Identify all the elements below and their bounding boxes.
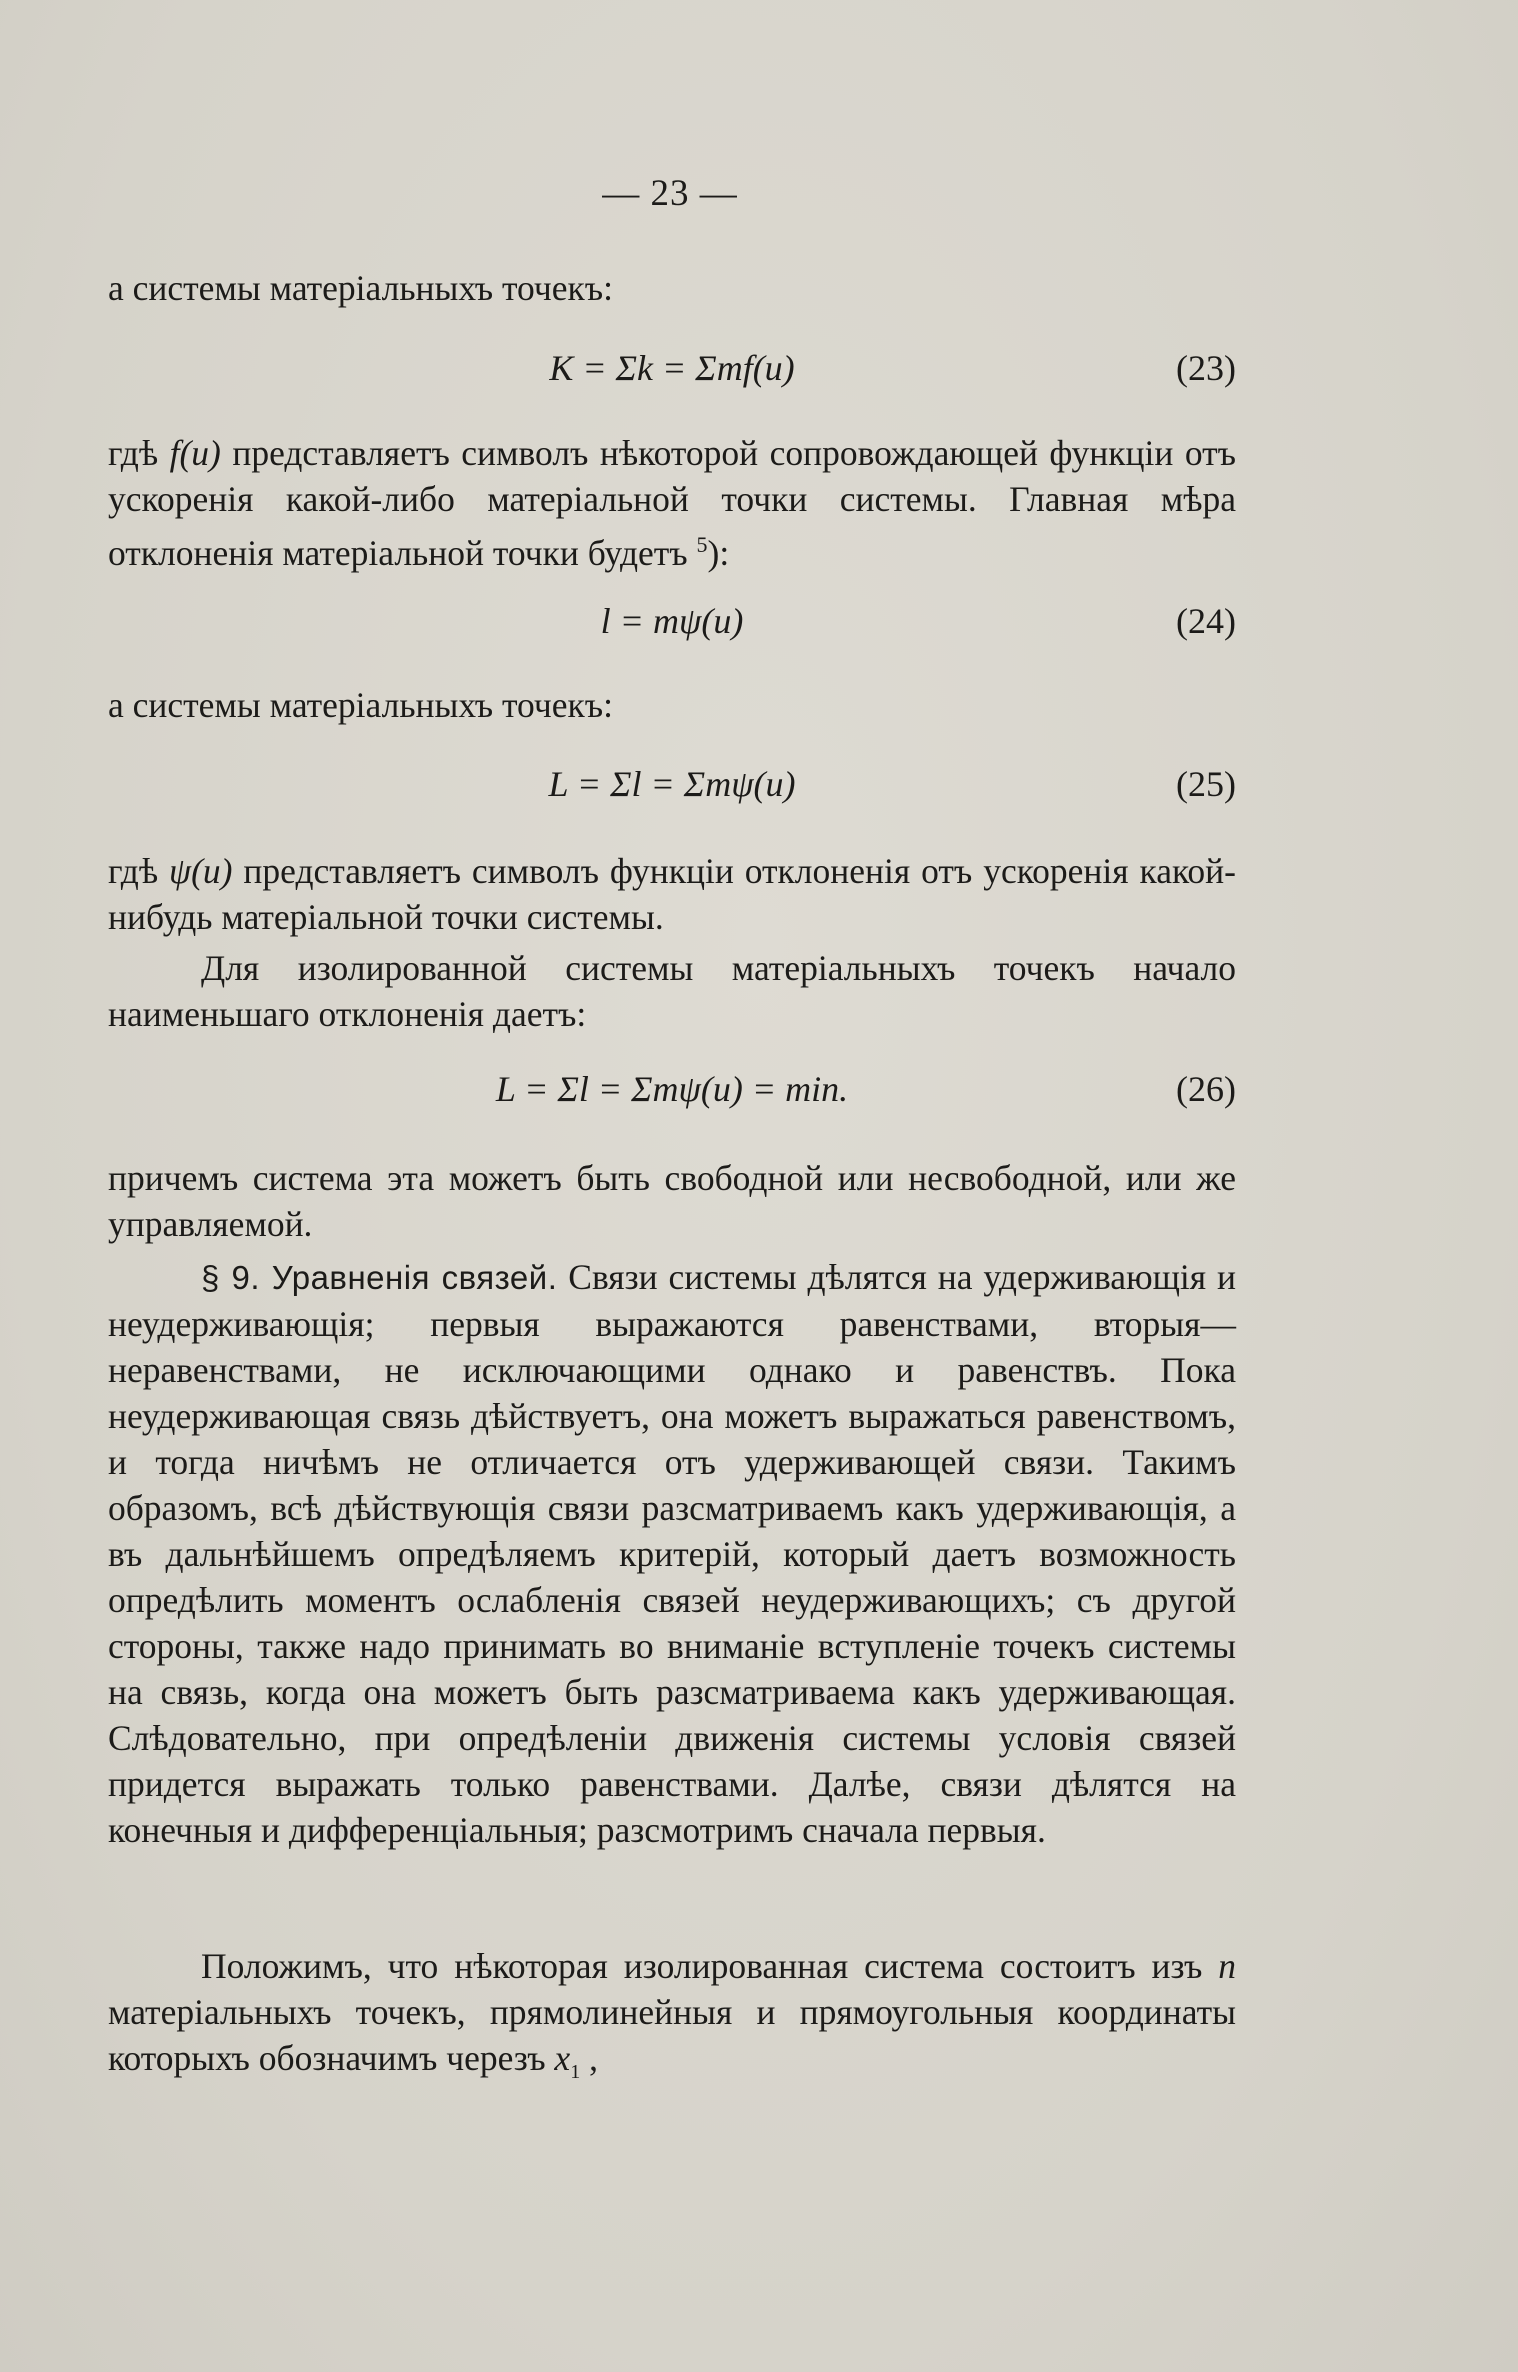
equation-23 [108, 347, 1236, 397]
paragraph-2-text: гдѣ f(u) представляетъ символъ нѣкоторой сопровождающей функціи отъ ускоренія какой-либо матеріальной точки системы. Главная мѣра отклоненія матеріальной точки будетъ $^5$): [108, 433, 1236, 573]
equation-24 [108, 600, 1236, 650]
paragraph-1 [108, 265, 1236, 311]
equation-25-formula: L = Σl = Σmψ(u) [548, 764, 796, 804]
function-psi-u: ψ(u) [169, 851, 233, 891]
equation-25 [108, 763, 1236, 813]
paragraph-8 [108, 1943, 1236, 2095]
paragraph-6 [108, 1155, 1236, 1247]
footnote-marker: 5 [696, 532, 708, 557]
paragraph-8-text: Положимъ, что нѣкоторая изолированная система состоитъ изъ n матеріальныхъ точекъ, прямолинейныя и прямоугольныя координаты которыхъ обозначимъ черезъ $x_1$ , [108, 1946, 1236, 2084]
section-9-heading: § 9. Уравненія связей. [201, 1259, 558, 1296]
paragraph-4-text: гдѣ ψ(u) представляетъ символъ функціи отклоненія отъ ускоренія какой-нибудь матеріальной точки системы. [108, 851, 1236, 937]
equation-23-formula: K = Σk = Σmf(u) [549, 348, 795, 388]
paragraph-3-text: а системы матеріальныхъ точекъ: [108, 685, 613, 725]
paragraph-2 [108, 430, 1236, 576]
paragraph-3 [108, 682, 1236, 728]
paragraph-4 [108, 848, 1236, 940]
equation-26-number: (26) [1176, 1069, 1236, 1109]
variable-x: x [554, 2038, 571, 2078]
section-9 [108, 1254, 1236, 1853]
page-number: — 23 — [602, 173, 738, 214]
paragraph-5 [108, 945, 1236, 1037]
equation-26 [108, 1068, 1236, 1118]
paragraph-5-text: Для изолированной системы матеріальныхъ точекъ начало наименьшаго отклоненія даетъ: [108, 948, 1236, 1034]
equation-24-formula: l = mψ(u) [600, 601, 744, 641]
subscript-1: 1 [570, 2061, 581, 2084]
equation-25-number: (25) [1176, 764, 1236, 804]
equation-23-number: (23) [1176, 348, 1236, 388]
variable-n: n [1218, 1946, 1236, 1986]
paragraph-1-text: а системы матеріальныхъ точекъ: [108, 268, 613, 308]
function-f-u: f(u) [169, 433, 221, 473]
paragraph-6-text: причемъ система эта можетъ быть свободной или несвободной, или же управляемой. [108, 1158, 1236, 1244]
equation-26-formula: L = Σl = Σmψ(u) = min. [495, 1069, 849, 1109]
section-9-text: § 9. Уравненія связей. Связи системы дѣлятся на удерживающія и неудерживающія; первыя выражаются равенствами, вторыя—неравенствами, не исключающими однако и равенствъ. Пока неудерживающая связь дѣйствуетъ, она можетъ выражаться равенствомъ, и тогда ничѣмъ не отличается отъ удерживающей связи. Такимъ образомъ, всѣ дѣйствующія связи разсматриваемъ какъ удерживающія, а въ дальнѣйшемъ опредѣляемъ критерій, который даетъ возможность опредѣлить моментъ ослабленія связей неудерживающихъ; съ другой стороны, также надо принимать во вниманіе вступленіе точекъ системы на связь, когда она можетъ быть разсматриваема какъ удерживающая. Слѣдовательно, при опредѣленіи движенія системы условія связей придется выражать только равенствами. Далѣе, связи дѣлятся на конечныя и дифференціальныя; разсмотримъ сначала первыя. [108, 1257, 1236, 1850]
equation-24-number: (24) [1176, 601, 1236, 641]
